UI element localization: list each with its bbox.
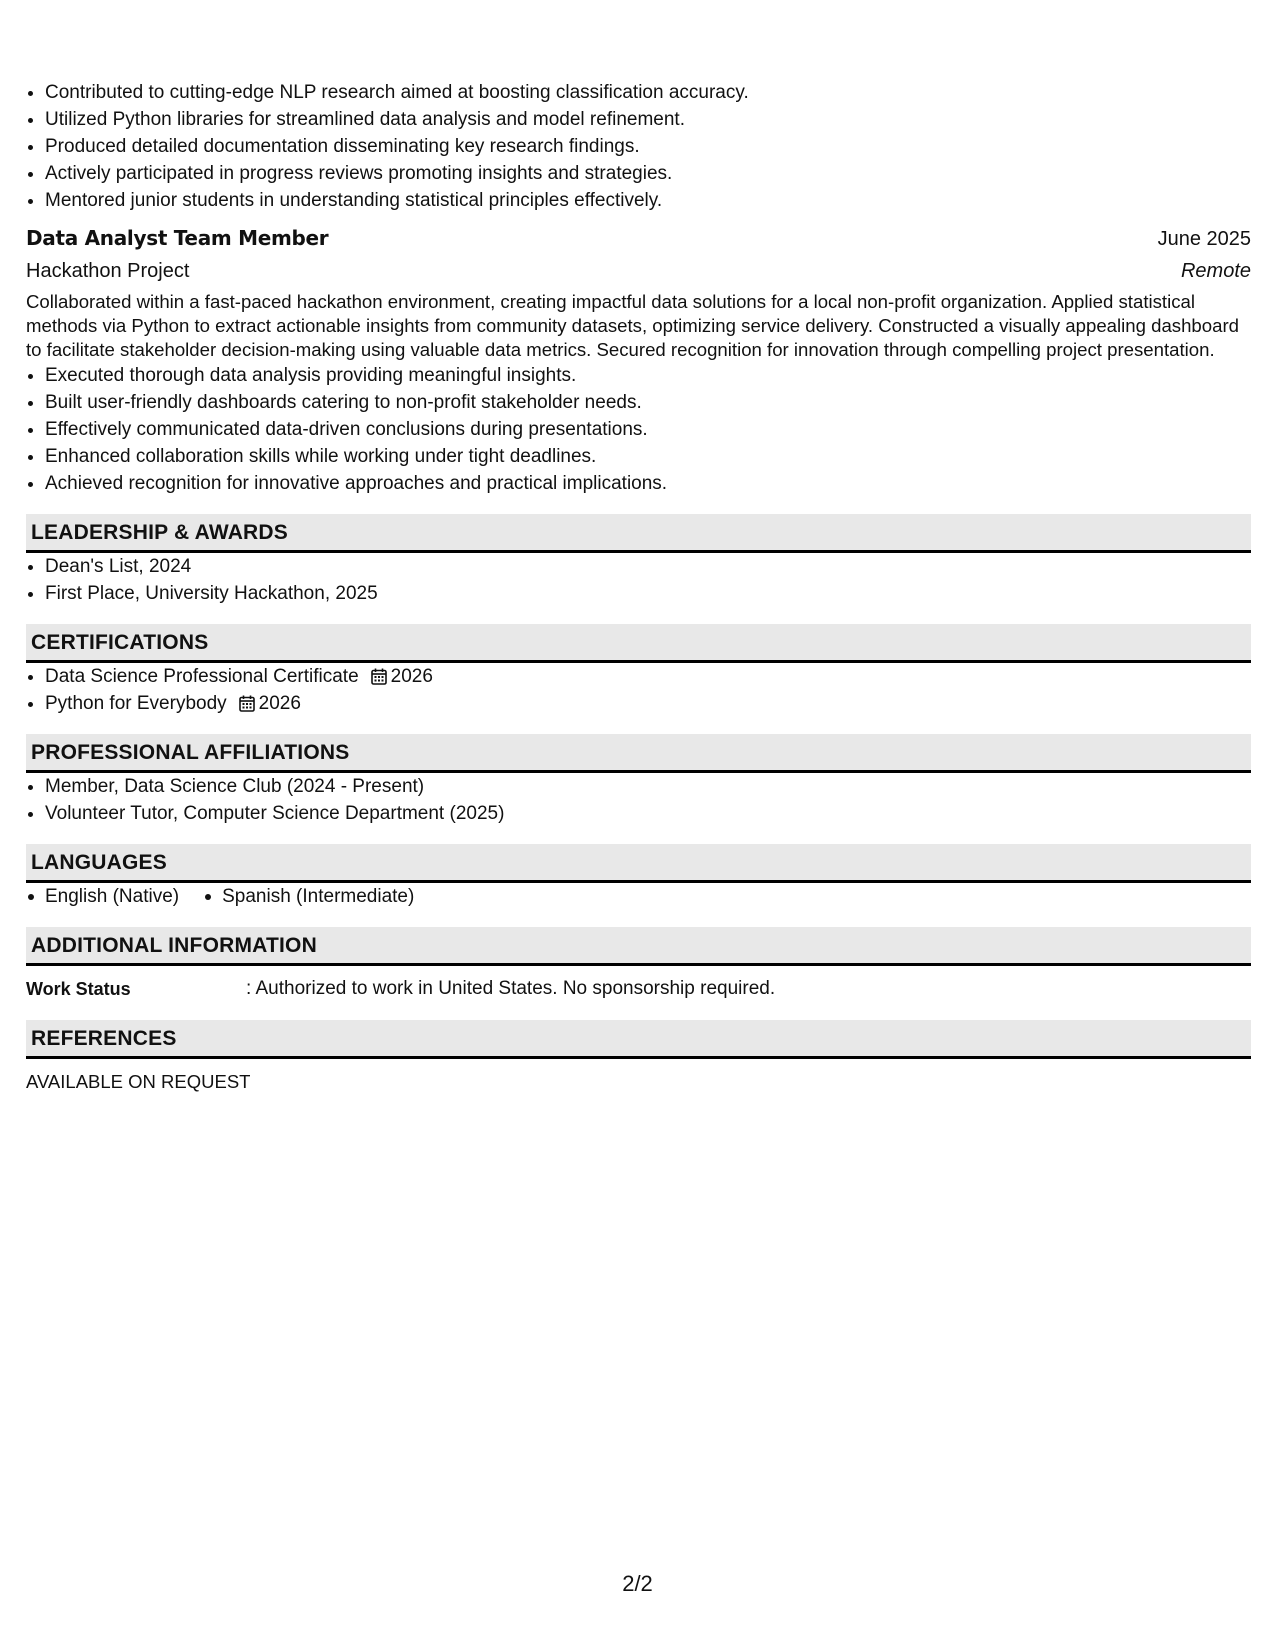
section-additional-information [26,927,1251,1003]
experience-bullet-list [26,79,1251,214]
section-heading: ADDITIONAL INFORMATION [26,927,1251,966]
list-item: • Produced detailed documentation disseminating key research findings. [45,133,1251,160]
references-text: AVAILABLE ON REQUEST [26,1071,251,1092]
section-heading: CERTIFICATIONS [26,624,1251,663]
resume-page [26,0,1251,1096]
affiliations-list [26,773,1251,827]
list-item: • Volunteer Tutor, Computer Science Department (2025) [45,800,1251,827]
work-status-value: : Authorized to work in United States. No sponsorship required. [246,978,776,999]
calendar-icon [371,668,387,685]
certification-entry [45,690,301,717]
section-languages [26,844,1251,910]
experience-subheader [26,255,1251,287]
section-leadership-awards [26,514,1251,607]
job-description: Collaborated within a fast-paced hackathon environment, creating impactful data solutions for a local non-profit organization. Applied statistical methods via Python to extract actionable insights from community datasets, optimizing service delivery. Constructed a visually appealing dashboard to facilitate stakeholder decision-making using valuable data metrics. Secured recognition for innovation through compelling project presentation. [26,291,1239,360]
list-item: • Utilized Python libraries for streamlined data analysis and model refinement. [45,106,1251,133]
list-item: • Contributed to cutting-edge NLP research aimed at boosting classification accuracy. [45,79,1251,106]
job-location: Remote [1180,260,1251,282]
calendar-icon [239,695,255,712]
work-status-label: Work Status [26,979,131,999]
job-title: Data Analyst Team Member [26,226,329,250]
experience-entry-hackathon [26,222,1251,497]
section-certifications [26,624,1251,717]
certification-name: • Python for Everybody [45,693,227,714]
list-item: • Enhanced collaboration skills while working under tight deadlines. [45,443,1251,470]
awards-list [26,553,1251,607]
list-item: Spanish (Intermediate) [203,883,414,910]
certification-year: 2026 [390,666,433,687]
section-heading: LANGUAGES [26,844,1251,883]
list-item: • Dean's List, 2024 [45,553,1251,580]
list-item: • Executed thorough data analysis providing meaningful insights. [45,362,1251,389]
section-professional-affiliations [26,734,1251,827]
page-number: 2/2 [622,1571,653,1596]
list-item: • Actively participated in progress reviews promoting insights and strategies. [45,160,1251,187]
experience-header [26,222,1251,255]
list-item: • Member, Data Science Club (2024 - Present) [45,773,1251,800]
list-item [45,690,1251,717]
hackathon-bullet-list [26,362,1251,497]
list-item: English (Native) [26,883,179,910]
list-item: • Built user-friendly dashboards catering to non-profit stakeholder needs. [45,389,1251,416]
section-references [26,1020,1251,1096]
section-heading: PROFESSIONAL AFFILIATIONS [26,734,1251,773]
list-item: • Achieved recognition for innovative approaches and practical implications. [45,470,1251,497]
certification-year: 2026 [258,693,301,714]
certifications-list [26,663,1251,717]
list-item: • Mentored junior students in understanding statistical principles effectively. [45,187,1251,214]
work-status-row [26,975,1251,1003]
section-heading: REFERENCES [26,1020,1251,1059]
job-date: June 2025 [1157,228,1251,250]
section-heading: LEADERSHIP & AWARDS [26,514,1251,553]
certification-entry [45,663,433,690]
list-item [45,663,1251,690]
list-item: • First Place, University Hackathon, 2025 [45,580,1251,607]
job-organization: Hackathon Project [26,260,190,282]
languages-list [26,883,1251,910]
list-item: • Effectively communicated data-driven conclusions during presentations. [45,416,1251,443]
certification-name: • Data Science Professional Certificate [45,666,359,687]
